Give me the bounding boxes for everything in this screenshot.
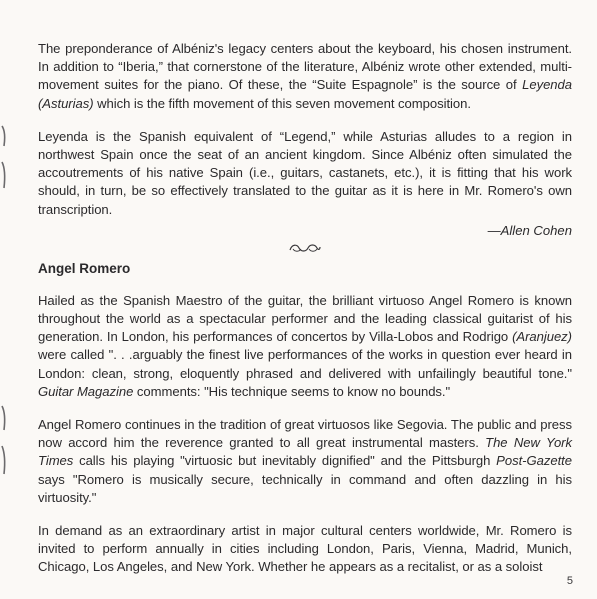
paragraph-text: Angel Romero continues in the tradition of great virtuosos like Segovia. The public and press now accord him the reverence granted to all great instrumental masters.	[38, 417, 572, 451]
paragraph-text: Hailed as the Spanish Maestro of the guitar, the brilliant virtuoso Angel Romero is known throughout the world as a spectacular performer and the leading classical guitarist of his generation. In London, his performances of concertos by Villa-Lobos and Rodrigo	[38, 292, 572, 345]
italic-text: The New York Times	[38, 435, 572, 469]
section-heading: Angel Romero	[38, 260, 131, 276]
paragraph	[38, 40, 572, 113]
section-albeniz	[38, 40, 572, 219]
paragraph-text: Leyenda is the Spanish equivalent of “Legend,” while Asturias alludes to a region in northwest Spain once the seat of an ancient kingdom. Since Albéniz often simulated the accoutrements of his native Spain (i.e., guitars, castanets, etc.), it is fitting that his work should, in turn, be so effectively translated to the guitar as it is here in Mr. Romero's own transcription.	[38, 128, 572, 217]
paragraph	[38, 522, 572, 577]
paragraph-text: calls his playing "virtuosic but inevitably dignified" and the Pittsburgh	[73, 453, 497, 469]
paragraph-text: The preponderance of Albéniz's legacy centers about the keyboard, his chosen instrument. In addition to “Iberia,” that cornerstone of the literature, Albéniz wrote other extended, multi-movement suites for the piano. Of these, the “Suite Espagnole” is the source of	[38, 41, 572, 93]
paragraph-text: which is the fifth movement of this seven movement composition.	[93, 95, 471, 111]
section-angel-romero	[38, 292, 572, 577]
document-page	[38, 40, 572, 592]
attribution: —Allen Cohen	[487, 222, 572, 238]
binding-mark-bottom	[0, 398, 8, 484]
italic-text: (Aranjuez)	[512, 329, 572, 345]
paragraph-text: comments: "His technique seems to know no bounds."	[133, 383, 451, 399]
scroll-flourish-icon	[288, 242, 322, 254]
paragraph	[38, 416, 572, 507]
paragraph	[38, 128, 572, 219]
italic-text: Guitar Magazine	[38, 383, 134, 399]
page-number: 5	[566, 575, 573, 587]
binding-mark-top	[0, 118, 8, 198]
paragraph-text: says "Romero is musically secure, technically in command and often dazzling in his virtuosity."	[38, 471, 572, 505]
italic-text: Post-Gazette	[496, 453, 572, 469]
italic-text: Leyenda (Asturias)	[38, 77, 572, 111]
paragraph	[38, 292, 572, 401]
paragraph-text: were called ". . .arguably the finest live performances of the works in question ever heard in London: clean, strong, eloquently phrased and delivered with unfailingly beautiful tone."	[38, 347, 572, 381]
paragraph-text: In demand as an extraordinary artist in major cultural centers worldwide, Mr. Romero is invited to perform annually in cities including London, Paris, Vienna, Madrid, Munich, Chicago, Los Angeles, and New York. Whether he appears as a recitalist, or as a soloist	[38, 523, 572, 575]
